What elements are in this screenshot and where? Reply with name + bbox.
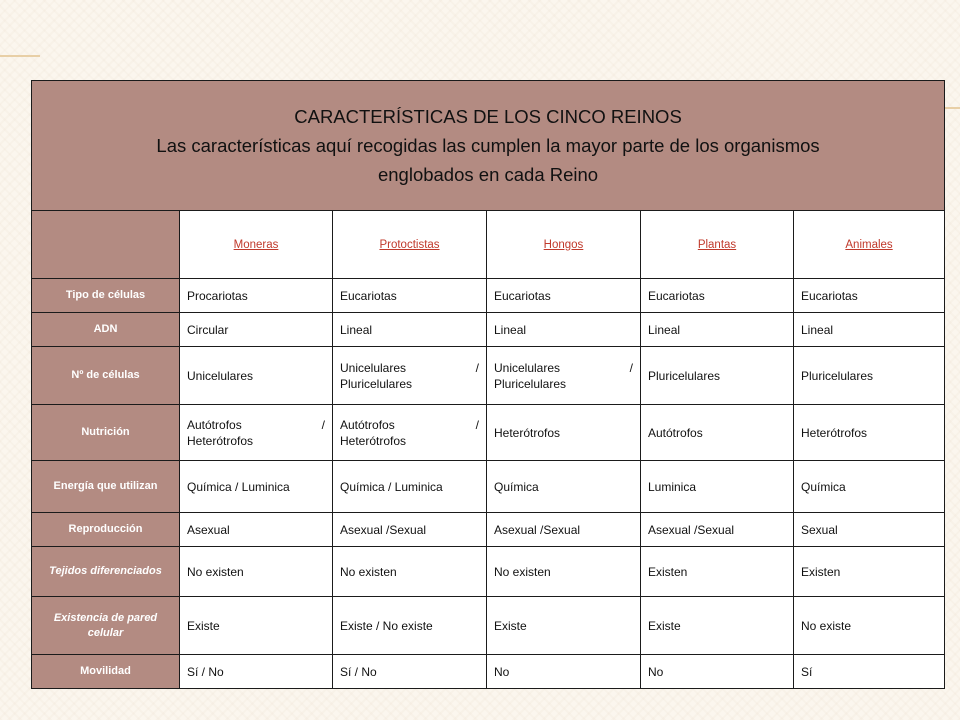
- corner-cell: [32, 211, 180, 279]
- kingdoms-table: [31, 80, 945, 689]
- cell-separator: /: [629, 360, 633, 375]
- table-cell: No: [487, 655, 641, 689]
- cell-text: Autótrofos: [340, 417, 395, 432]
- table-cell: Química / Luminica: [333, 461, 487, 513]
- protoctistas-link[interactable]: Protoctistas: [379, 238, 440, 251]
- table-cell: Lineal: [487, 313, 641, 347]
- table-row: [32, 597, 945, 655]
- row-label-reproduccion: Reproducción: [32, 513, 180, 547]
- table-row: [32, 279, 945, 313]
- cell-separator: /: [475, 360, 479, 375]
- title-line-3: englobados en cada Reino: [377, 164, 599, 185]
- table-cell: Química: [794, 461, 945, 513]
- table-cell: Asexual: [180, 513, 333, 547]
- table-cell: Unicelulares: [180, 347, 333, 405]
- table-cell: Heterótrofos: [487, 405, 641, 461]
- table-row: [32, 405, 945, 461]
- cell-separator: /: [475, 417, 479, 432]
- column-header-animales[interactable]: [794, 211, 945, 279]
- column-header-row: [32, 211, 945, 279]
- table-cell: No: [641, 655, 794, 689]
- table-cell: No existen: [180, 547, 333, 597]
- row-label-movilidad: Movilidad: [32, 655, 180, 689]
- row-label-adn: ADN: [32, 313, 180, 347]
- table-cell: Eucariotas: [641, 279, 794, 313]
- table-title: [32, 81, 945, 211]
- table-cell: Eucariotas: [487, 279, 641, 313]
- row-label-tipo-de-celulas: Tipo de células: [32, 279, 180, 313]
- table-cell: No existen: [487, 547, 641, 597]
- table-cell: No existe: [794, 597, 945, 655]
- table-row: [32, 347, 945, 405]
- row-label-energia: Energía que utilizan: [32, 461, 180, 513]
- table-cell: Pluricelulares: [794, 347, 945, 405]
- table-cell: Asexual /Sexual: [641, 513, 794, 547]
- column-header-plantas[interactable]: [641, 211, 794, 279]
- column-header-hongos[interactable]: [487, 211, 641, 279]
- row-label-nutricion: Nutrición: [32, 405, 180, 461]
- moneras-link[interactable]: Moneras: [233, 238, 279, 251]
- table-cell: Química: [487, 461, 641, 513]
- table-cell: Existen: [641, 547, 794, 597]
- table-row: [32, 313, 945, 347]
- table-cell: Lineal: [333, 313, 487, 347]
- table-cell: Eucariotas: [794, 279, 945, 313]
- title-line-1: CARACTERÍSTICAS DE LOS CINCO REINOS: [294, 106, 682, 127]
- table-cell: Sí / No: [333, 655, 487, 689]
- cell-text: Unicelulares: [340, 360, 407, 375]
- table-cell: [180, 405, 333, 461]
- table-cell: Asexual /Sexual: [333, 513, 487, 547]
- table-cell: Pluricelulares: [641, 347, 794, 405]
- row-label-numero-de-celulas: Nº de células: [32, 347, 180, 405]
- cell-separator: /: [321, 417, 325, 432]
- table-cell: Existe / No existe: [333, 597, 487, 655]
- row-label-tejidos: Tejidos diferenciados: [32, 547, 180, 597]
- table-cell: Lineal: [794, 313, 945, 347]
- column-header-protoctistas[interactable]: [333, 211, 487, 279]
- table-cell: Existen: [794, 547, 945, 597]
- table-cell: Autótrofos: [641, 405, 794, 461]
- hongos-link[interactable]: Hongos: [543, 238, 584, 251]
- row-label-pared-celular: Existencia de pared celular: [32, 597, 180, 655]
- table-row: [32, 655, 945, 689]
- plantas-link[interactable]: Plantas: [697, 238, 737, 251]
- table-cell: Procariotas: [180, 279, 333, 313]
- table-cell: Lineal: [641, 313, 794, 347]
- table-cell: Eucariotas: [333, 279, 487, 313]
- table-cell: Heterótrofos: [794, 405, 945, 461]
- cell-text: Autótrofos: [187, 417, 242, 432]
- cell-text: Heterótrofos: [340, 433, 407, 448]
- title-line-2: Las características aquí recogidas las cumplen la mayor parte de los organismos: [156, 135, 820, 156]
- animales-link[interactable]: Animales: [845, 238, 893, 251]
- table-cell: Asexual /Sexual: [487, 513, 641, 547]
- table-cell: Sí: [794, 655, 945, 689]
- cell-text: Heterótrofos: [187, 433, 254, 448]
- table-cell: Existe: [180, 597, 333, 655]
- table-cell: Existe: [487, 597, 641, 655]
- cell-text: Pluricelulares: [340, 376, 413, 391]
- decorative-line-left: [0, 55, 40, 57]
- cell-text: Unicelulares: [494, 360, 561, 375]
- table-cell: Sí / No: [180, 655, 333, 689]
- table-cell: Luminica: [641, 461, 794, 513]
- table-row: [32, 547, 945, 597]
- table-row: [32, 513, 945, 547]
- table-cell: [333, 405, 487, 461]
- table-cell: Sexual: [794, 513, 945, 547]
- table-cell: Circular: [180, 313, 333, 347]
- title-row: [32, 81, 945, 211]
- table-cell: [333, 347, 487, 405]
- table-cell: Existe: [641, 597, 794, 655]
- cell-text: Pluricelulares: [494, 376, 567, 391]
- column-header-moneras[interactable]: [180, 211, 333, 279]
- table-row: [32, 461, 945, 513]
- table-cell: Química / Luminica: [180, 461, 333, 513]
- table-cell: No existen: [333, 547, 487, 597]
- table-cell: [487, 347, 641, 405]
